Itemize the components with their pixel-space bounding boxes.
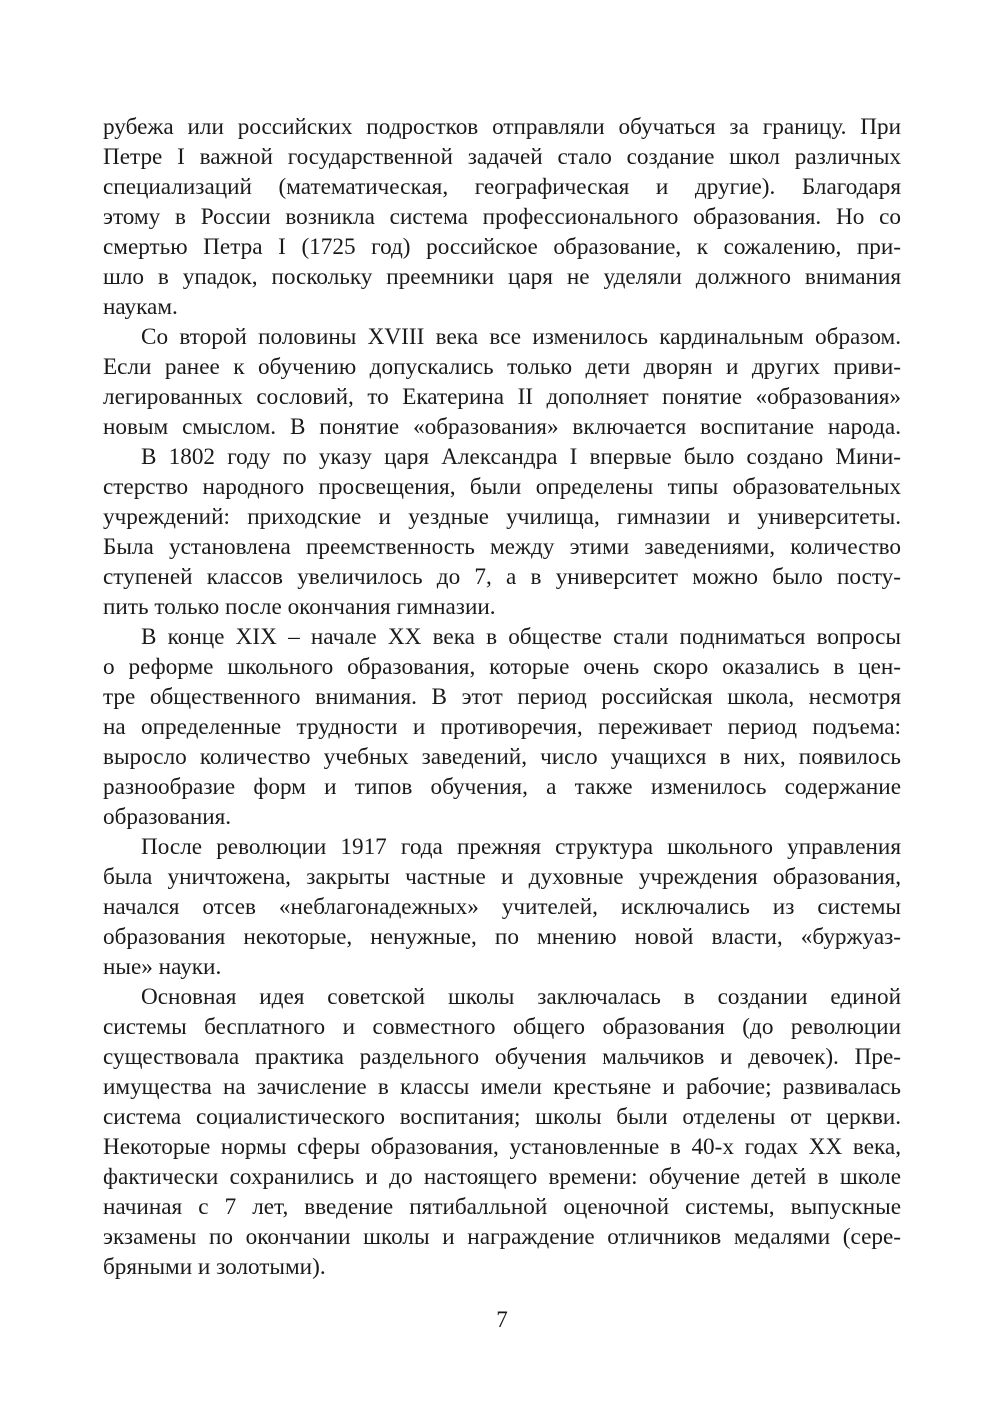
text-line: Если ранее к обучению допускались только дети дворян и других приви- (103, 354, 901, 380)
text-line: ные» науки. (103, 954, 222, 980)
text-line: система социалистического воспитания; школы были отделены от церкви. (103, 1104, 901, 1130)
text-line: наукам. (103, 294, 178, 320)
text-line: фактически сохранились и до настоящего времени: обучение детей в школе (103, 1164, 901, 1190)
paragraph (103, 442, 901, 622)
text-line: новым смыслом. В понятие «образования» включается воспитание народа. (103, 414, 901, 440)
text-line: учреждений: приходские и уездные училища, гимназии и университеты. (103, 504, 901, 530)
text-line: В 1802 году по указу царя Александра I впервые было создано Мини- (141, 444, 901, 470)
text-line: образования некоторые, ненужные, по мнению новой власти, «буржуаз- (103, 924, 901, 950)
text-line: имущества на зачисление в классы имели крестьяне и рабочие; развивалась (103, 1074, 901, 1100)
text-line: шло в упадок, поскольку преемники царя не уделяли должного внимания (103, 264, 901, 290)
paragraph (103, 622, 901, 832)
text-line: начался отсев «неблагонадежных» учителей, исключались из системы (103, 894, 901, 920)
text-line: разнообразие форм и типов обучения, а также изменилось содержание (103, 774, 901, 800)
text-line: Некоторые нормы сферы образования, установленные в 40-х годах XX века, (103, 1134, 901, 1160)
text-line: экзамены по окончании школы и награждение отличников медалями (сере- (103, 1224, 901, 1250)
text-line: этому в России возникла система профессионального образования. Но со (103, 204, 901, 230)
text-line: Со второй половины XVIII века все изменилось кардинальным образом. (141, 324, 901, 350)
paragraph (103, 112, 901, 322)
text-line: специализаций (математическая, географическая и другие). Благодаря (103, 174, 901, 200)
text-line: ступеней классов увеличилось до 7, а в университет можно было посту- (103, 564, 901, 590)
text-line: После революции 1917 года прежняя структура школьного управления (141, 834, 901, 860)
text-line: Была установлена преемственность между этими заведениями, количество (103, 534, 901, 560)
page-number: 7 (496, 1307, 508, 1332)
text-line: была уничтожена, закрыты частные и духовные учреждения образования, (103, 864, 901, 890)
text-line: на определенные трудности и противоречия, переживает период подъема: (103, 714, 901, 740)
text-line: Петре I важной государственной задачей стало создание школ различных (103, 144, 901, 170)
text-line: стерство народного просвещения, были определены типы образовательных (103, 474, 901, 500)
page-body (103, 112, 901, 1282)
text-line: Основная идея советской школы заключалась в создании единой (141, 984, 901, 1010)
text-line: существовала практика раздельного обучения мальчиков и девочек). Пре- (103, 1044, 901, 1070)
text-line: начиная с 7 лет, введение пятибалльной оценочной системы, выпускные (103, 1194, 901, 1220)
text-line: смертью Петра I (1725 год) российское образование, к сожалению, при- (103, 234, 901, 260)
text-line: пить только после окончания гимназии. (103, 594, 496, 620)
text-line: легированных сословий, то Екатерина II дополняет понятие «образования» (103, 384, 901, 410)
text-line: выросло количество учебных заведений, число учащихся в них, появилось (103, 744, 901, 770)
text-line: о реформе школьного образования, которые очень скоро оказались в цен- (103, 654, 901, 680)
text-line: бряными и золотыми). (103, 1254, 326, 1280)
text-line: В конце XIX – начале XX века в обществе стали подниматься вопросы (141, 624, 901, 650)
text-line: рубежа или российских подростков отправляли обучаться за границу. При (103, 114, 901, 140)
text-line: образования. (103, 804, 232, 830)
paragraph (103, 322, 901, 442)
paragraph (103, 832, 901, 982)
text-line: системы бесплатного и совместного общего образования (до революции (103, 1014, 901, 1040)
text-line: тре общественного внимания. В этот период российская школа, несмотря (103, 684, 901, 710)
paragraph (103, 982, 901, 1282)
